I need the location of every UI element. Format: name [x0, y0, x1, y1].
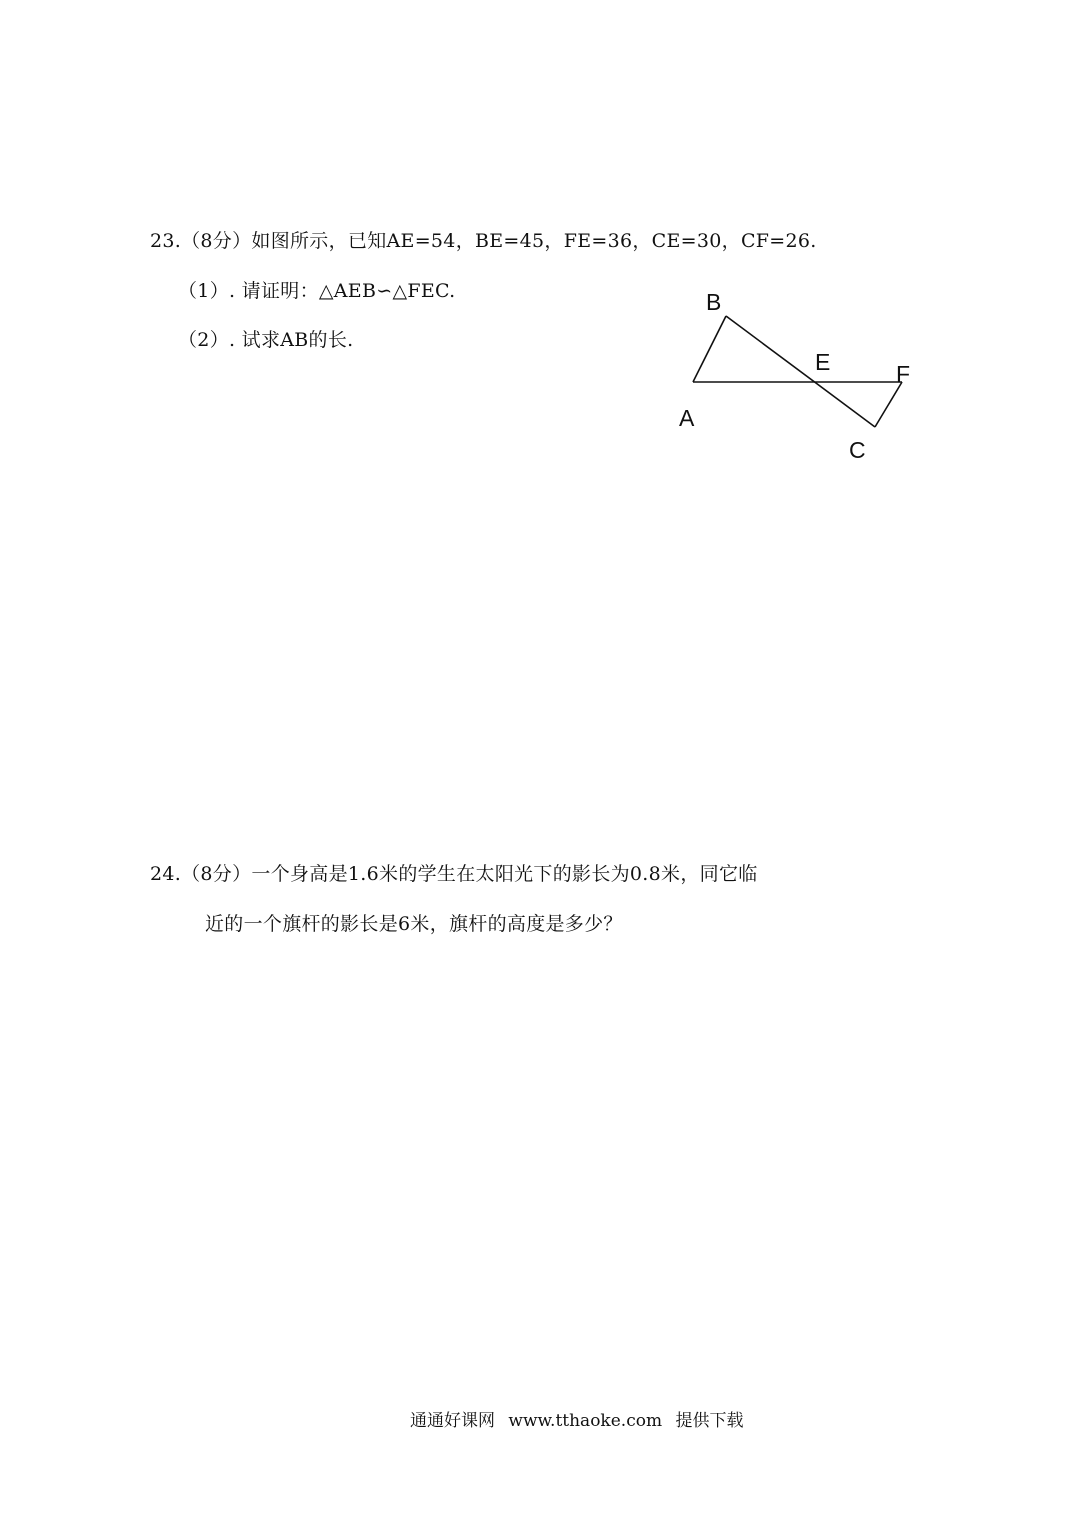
footer-suffix: 提供下载 [675, 1411, 744, 1431]
footer-url[interactable]: www.tthaoke.com [508, 1411, 663, 1431]
footer-site-name: 通通好课网 [410, 1411, 495, 1431]
label-c: C [849, 437, 866, 463]
question-23-part-2: （2）. 试求AB的长. [178, 329, 354, 351]
segment-ab [693, 316, 726, 382]
label-f: F [896, 361, 911, 387]
question-24-line-1: 24.（8分）一个身高是1.6米的学生在太阳光下的影长为0.8米，同它临 [150, 863, 758, 885]
segment-cf [875, 382, 902, 427]
question-23-part-1: （1）. 请证明：△AEB∽△FEC. [178, 280, 456, 302]
segment-bc [726, 316, 875, 427]
geometry-figure [660, 280, 930, 470]
label-a: A [679, 405, 695, 431]
label-e: E [815, 349, 831, 375]
label-b: B [706, 289, 722, 315]
question-23-title: 23.（8分）如图所示，已知AE=54，BE=45，FE=36，CE=30，CF=26. [150, 230, 817, 252]
question-24-line-2: 近的一个旗杆的影长是6米，旗杆的高度是多少？ [205, 913, 623, 935]
footer [410, 1410, 751, 1432]
